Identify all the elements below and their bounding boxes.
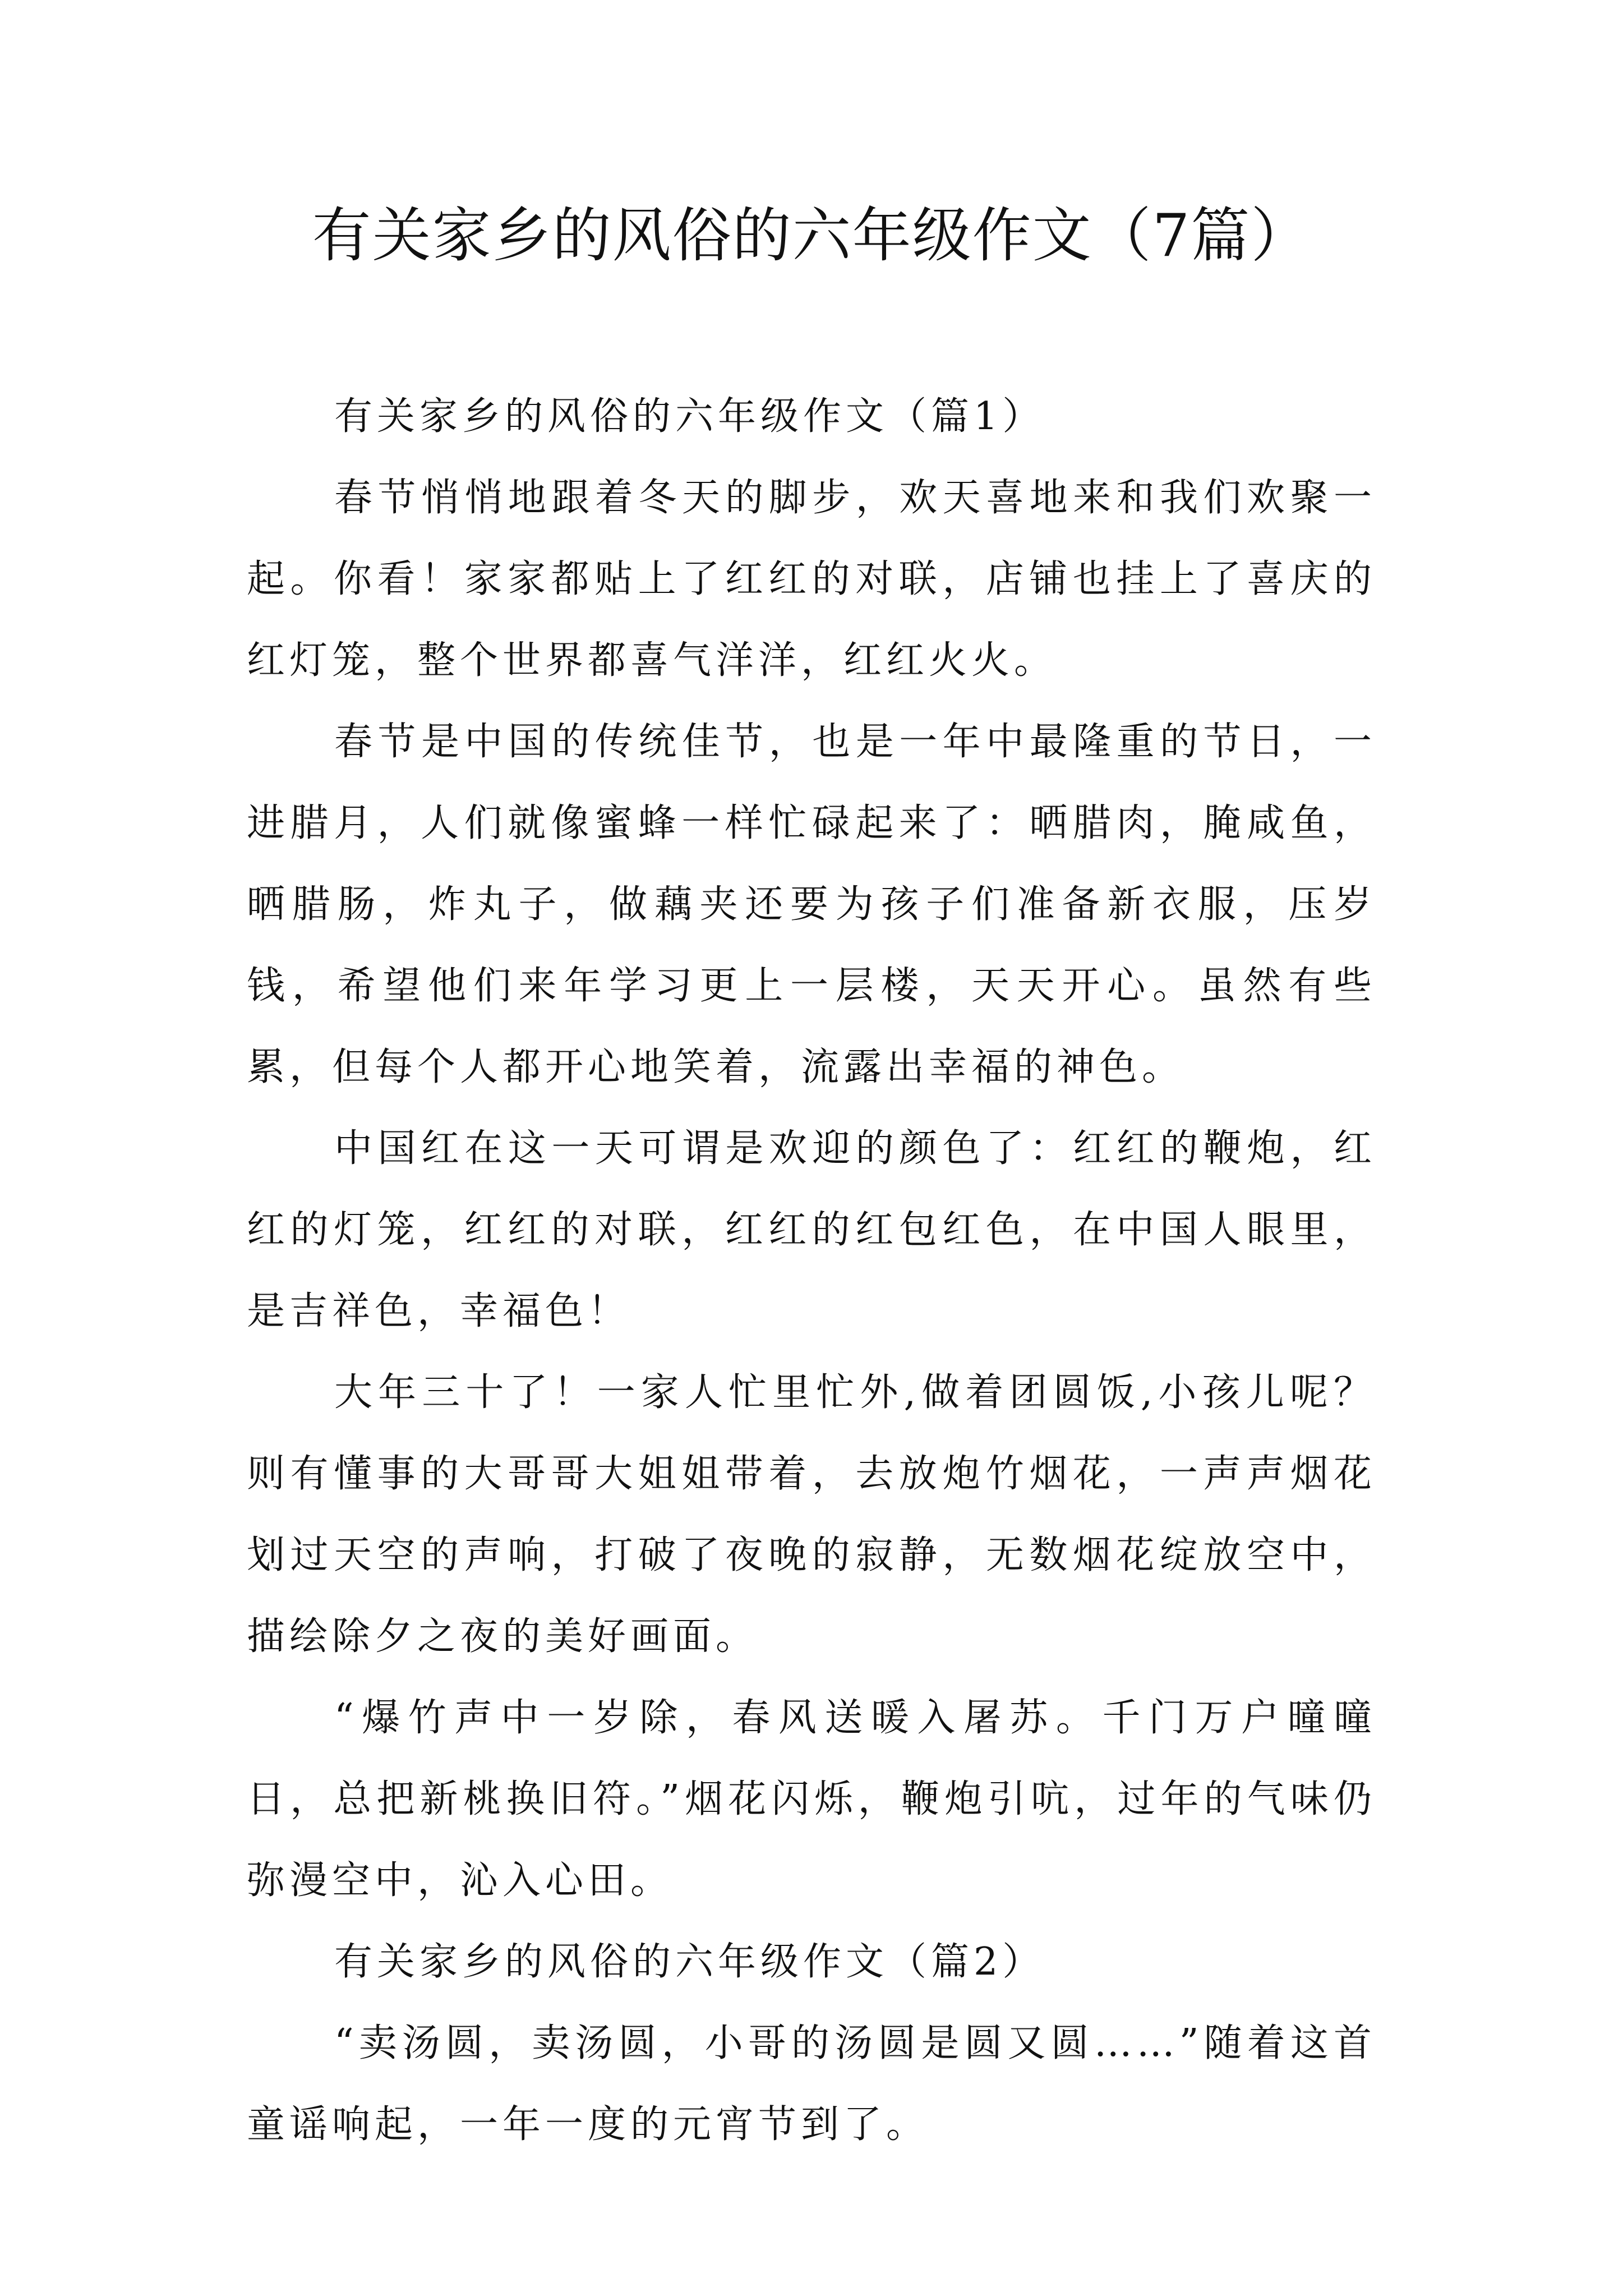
paragraph: 春节悄悄地跟着冬天的脚步，欢天喜地来和我们欢聚一起。你看！家家都贴上了红红的对联，店铺也挂上了喜庆的红灯笼，整个世界都喜气洋洋，红红火火。 [247, 476, 1376, 683]
section-heading-2: 有关家乡的风俗的六年级作文（篇2） [334, 1940, 1045, 1984]
section-heading-1: 有关家乡的风俗的六年级作文（篇1） [334, 394, 1045, 439]
paragraph: 春节是中国的传统佳节，也是一年中最隆重的节日，一进腊月，人们就像蜜蜂一样忙碌起来了：晒腊肉，腌咸鱼，晒腊肠，炸丸子，做藕夹还要为孩子们准备新衣服，压岁钱，希望他们来年学习更上一层楼，天天开心。虽然有些累，但每个人都开心地笑着，流露出幸福的神色。 [247, 720, 1376, 1089]
paragraph: “爆竹声中一岁除，春风送暖入屠苏。千门万户曈曈日，总把新桃换旧符。”烟花闪烁，鞭炮引吭，过年的气味仍弥漫空中，沁入心田。 [247, 1696, 1376, 1903]
paragraph: “卖汤圆，卖汤圆，小哥的汤圆是圆又圆……”随着这首童谣响起，一年一度的元宵节到了。 [247, 2021, 1376, 2147]
paragraph: 大年三十了！一家人忙里忙外,做着团圆饭,小孩儿呢？则有懂事的大哥哥大姐姐带着，去放炮竹烟花，一声声烟花划过天空的声响，打破了夜晚的寂静，无数烟花绽放空中，描绘除夕之夜的美好画面。 [247, 1370, 1376, 1659]
paragraph: 中国红在这一天可谓是欢迎的颜色了：红红的鞭炮，红红的灯笼，红红的对联，红红的红包红色，在中国人眼里，是吉祥色，幸福色！ [247, 1126, 1376, 1333]
document-body [247, 376, 1376, 2165]
document-title: 有关家乡的风俗的六年级作文（7篇） [312, 201, 1311, 270]
